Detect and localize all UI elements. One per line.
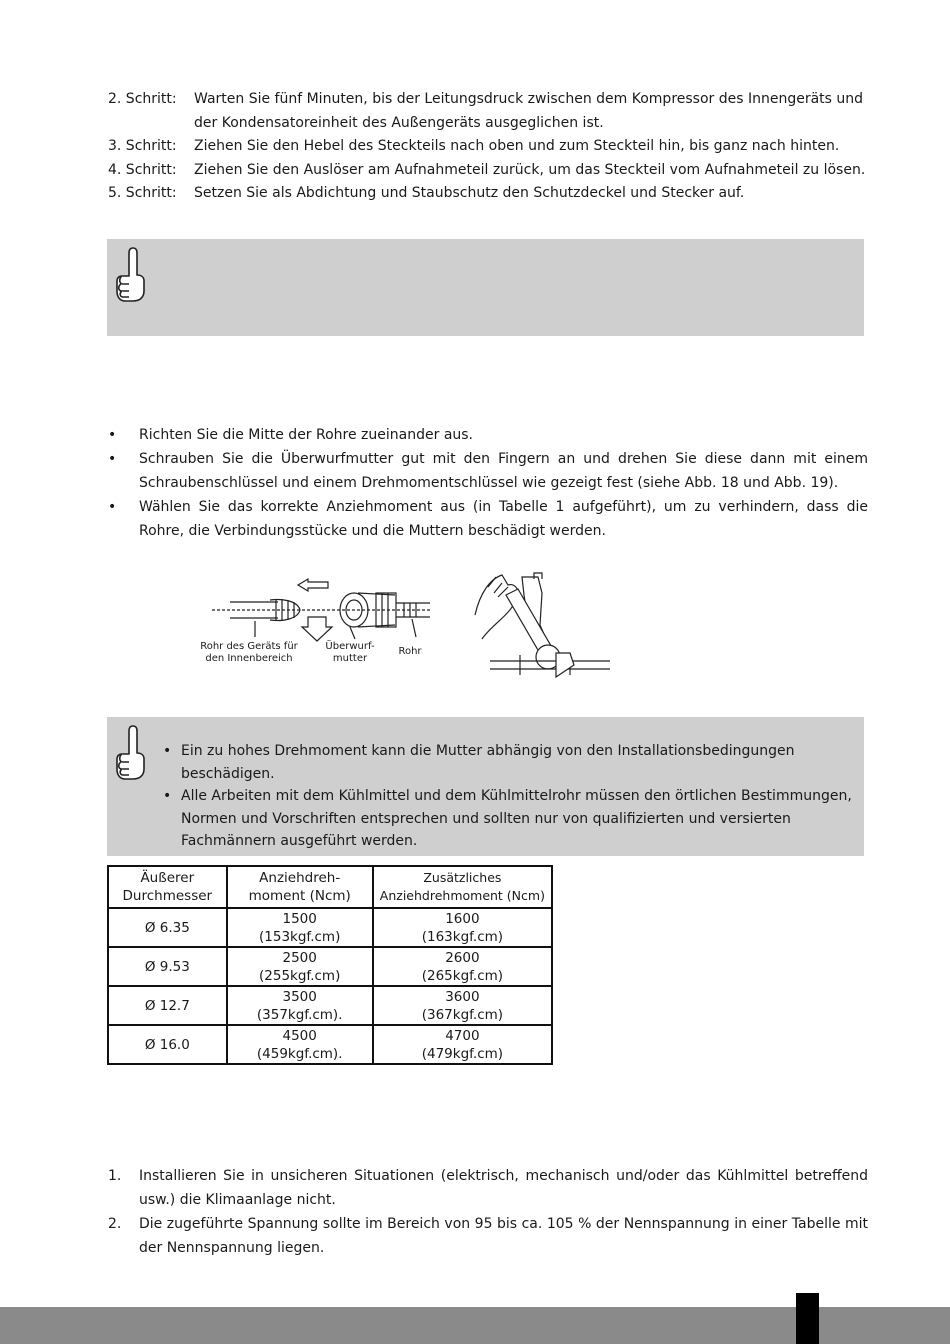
- cell-torque: [227, 986, 373, 1025]
- bullet-mark: •: [108, 451, 117, 467]
- step-item: [108, 182, 868, 206]
- cell-torque: [227, 1025, 373, 1064]
- cell-line: 2600: [445, 949, 480, 966]
- note-box: [107, 239, 864, 336]
- label-pipe: Rohr: [398, 646, 422, 657]
- item-text: Installieren Sie in unsicheren Situationen (elektrisch, mechanisch und/oder das Kühlmittel betreffend usw.) die Klimaanlage nicht.: [139, 1168, 868, 1208]
- cell-line: (255kgf.cm): [259, 967, 341, 984]
- list-item: [108, 1212, 868, 1260]
- bullet-mark: •: [163, 788, 172, 804]
- step-item: [108, 135, 868, 159]
- cell-line: 1600: [445, 910, 480, 927]
- bullet-mark: •: [108, 427, 117, 443]
- cell-line: (357kgf.cm).: [256, 1006, 343, 1023]
- steps-list: [108, 88, 868, 206]
- cell-line: 3500: [282, 988, 317, 1005]
- step-number: 5. Schritt:: [108, 185, 177, 201]
- cell-line: (479kgf.cm): [421, 1045, 504, 1062]
- label-line: mutter: [332, 653, 368, 664]
- label-indoor-pipe: [194, 641, 304, 665]
- table-row: [108, 947, 552, 986]
- pointing-hand-icon: [113, 723, 149, 783]
- cell-extra-torque: [373, 947, 552, 986]
- cell-diameter: Ø 16.0: [108, 1025, 227, 1064]
- step-item: [108, 88, 868, 135]
- warning-text: Alle Arbeiten mit dem Kühlmittel und dem Kühlmittelrohr müssen den örtlichen Bestimmungen, Normen und Vorschriften entsprechen und sollten nur von qualifizierten und versierten Fachmännern ausgeführt werden.: [181, 788, 852, 849]
- list-item: [108, 447, 868, 495]
- cell-torque: [227, 947, 373, 986]
- step-item: [108, 159, 868, 183]
- item-number: 2.: [108, 1216, 122, 1232]
- warning-text: Ein zu hohes Drehmoment kann die Mutter abhängig von den Installationsbedingungen beschädigen.: [181, 743, 795, 782]
- bullet-text: Schrauben Sie die Überwurfmutter gut mit den Fingern an und drehen Sie diese dann mit einem Schraubenschlüssel und einem Drehmomentschlüssel wie gezeigt fest (siehe Abb. 18 und Abb. 19).: [139, 451, 868, 491]
- list-item: [163, 740, 853, 785]
- pointing-hand-icon: [113, 245, 149, 305]
- cell-torque: [227, 908, 373, 947]
- cell-line: (459kgf.cm).: [256, 1045, 343, 1062]
- cell-extra-torque: [373, 908, 552, 947]
- cell-line: 3600: [445, 988, 480, 1005]
- cell-diameter: Ø 9.53: [108, 947, 227, 986]
- cell-line: 1500: [282, 910, 317, 927]
- step-number: 3. Schritt:: [108, 138, 177, 154]
- list-item: [108, 495, 868, 543]
- header-extra-torque: [373, 866, 552, 908]
- item-number: 1.: [108, 1168, 122, 1184]
- header-line: Durchmesser: [122, 888, 213, 904]
- instruction-bullets: [108, 423, 868, 543]
- bullet-mark: •: [163, 743, 172, 759]
- item-text: Die zugeführte Spannung sollte im Bereich von 95 bis ca. 105 % der Nennspannung in einer Tabelle mit der Nennspannung liegen.: [139, 1216, 868, 1256]
- cell-extra-torque: [373, 1025, 552, 1064]
- header-line: moment (Ncm): [248, 888, 351, 904]
- warning-note-box: [107, 717, 864, 856]
- cell-line: (265kgf.cm): [421, 967, 504, 984]
- cell-line: (163kgf.cm): [421, 928, 504, 945]
- header-torque: [227, 866, 373, 908]
- pipe-connection-figure: [190, 565, 620, 685]
- bullet-text: Richten Sie die Mitte der Rohre zueinander aus.: [139, 427, 474, 443]
- cell-line: (367kgf.cm): [421, 1006, 504, 1023]
- list-item: [108, 1164, 868, 1212]
- table-header-row: [108, 866, 552, 908]
- step-number: 4. Schritt:: [108, 161, 177, 178]
- numbered-list: [108, 1164, 868, 1260]
- table-row: [108, 908, 552, 947]
- table-row: [108, 1025, 552, 1064]
- cell-line: 4500: [282, 1027, 317, 1044]
- list-item: [108, 423, 868, 447]
- step-text: Setzen Sie als Abdichtung und Staubschutz den Schutzdeckel und Stecker auf.: [194, 185, 745, 201]
- cell-diameter: Ø 6.35: [108, 908, 227, 947]
- header-line: Anziehdreh-: [259, 870, 341, 886]
- label-flare-nut: [320, 641, 380, 665]
- cell-line: 4700: [445, 1027, 480, 1044]
- label-line: Rohr des Geräts für: [200, 641, 298, 652]
- step-text: Warten Sie fünf Minuten, bis der Leitungsdruck zwischen dem Kompressor des Innengeräts und der Kondensatoreinheit des Außengeräts ausgeglichen ist.: [194, 91, 864, 131]
- header-diameter: [108, 866, 227, 908]
- header-line: Äußerer: [140, 870, 195, 886]
- table-row: [108, 986, 552, 1025]
- step-number: 2. Schritt:: [108, 91, 177, 107]
- header-line: Zusätzliches: [423, 870, 502, 885]
- step-text: Ziehen Sie den Hebel des Steckteils nach oben und zum Steckteil hin, bis ganz nach hinten.: [194, 138, 840, 154]
- bullet-text: Wählen Sie das korrekte Anziehmoment aus (in Tabelle 1 aufgeführt), um zu verhindern, dass die Rohre, die Verbindungsstücke und die Muttern beschädigt werden.: [139, 499, 868, 539]
- cell-extra-torque: [373, 986, 552, 1025]
- cell-line: 2500: [282, 949, 317, 966]
- step-text: Ziehen Sie den Auslöser am Aufnahmeteil zurück, um das Steckteil vom Aufnahmeteil zu lösen.: [194, 161, 866, 178]
- cell-diameter: Ø 12.7: [108, 986, 227, 1025]
- page-tab-marker: [796, 1293, 819, 1344]
- bullet-mark: •: [108, 499, 117, 515]
- torque-table: [107, 865, 553, 1065]
- flare-nut-illustration: [190, 565, 620, 685]
- header-line: Anziehdrehmoment (Ncm): [379, 888, 545, 903]
- label-line: Überwurf-: [325, 641, 375, 652]
- warning-list: [163, 740, 853, 853]
- cell-line: (153kgf.cm): [259, 928, 341, 945]
- label-line: den Innenbereich: [205, 653, 293, 664]
- list-item: [163, 785, 853, 853]
